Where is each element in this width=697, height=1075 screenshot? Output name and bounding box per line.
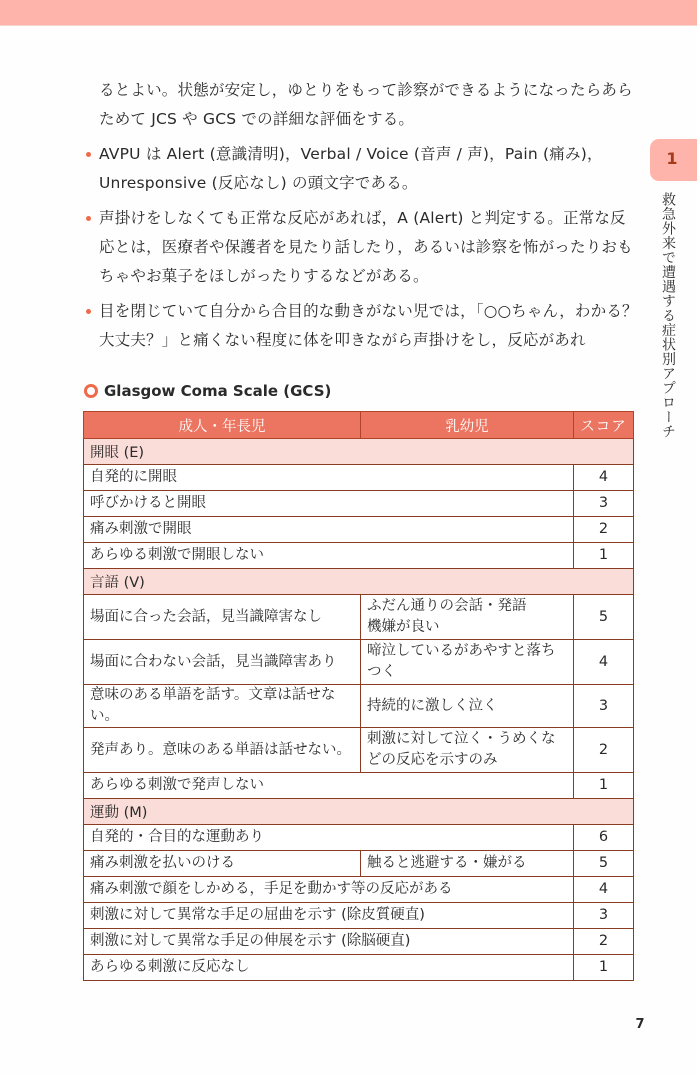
adult-criterion: 痛み刺激で顔をしかめる，手足を動かす等の反応がある bbox=[84, 877, 574, 903]
section-row bbox=[84, 439, 634, 465]
gcs-table-body bbox=[84, 439, 634, 981]
bullet-dot-icon bbox=[86, 152, 91, 157]
adult-criterion: 自発的に開眼 bbox=[84, 465, 574, 491]
score-value: 1 bbox=[574, 543, 634, 569]
adult-criterion: 自発的・合目的な運動あり bbox=[84, 825, 574, 851]
bullet-item bbox=[84, 140, 640, 198]
chapter-title-vertical: 救急外来で遭遇する症状別アプローチ bbox=[660, 192, 676, 439]
continuation-paragraph: るとよい。状態が安定し，ゆとりをもって診察ができるようになったらあらためて JCS や GCS での詳細な評価をする。 bbox=[99, 81, 633, 128]
adult-criterion: 刺激に対して異常な手足の伸展を示す (除脳硬直) bbox=[84, 929, 574, 955]
score-value: 1 bbox=[574, 955, 634, 981]
chapter-number: 1 bbox=[666, 149, 678, 168]
adult-criterion: あらゆる刺激で発声しない bbox=[84, 773, 574, 799]
adult-criterion: 呼びかけると開眼 bbox=[84, 491, 574, 517]
table-row bbox=[84, 595, 634, 640]
table-row bbox=[84, 929, 634, 955]
bullet-text: 目を閉じていて自分から合目的な動きがない児では，「○○ちゃん，わかる？大丈夫？」と痛くない程度に体を叩きながら声掛けをし，反応があれ bbox=[99, 302, 638, 349]
adult-criterion: 場面に合わない会話，見当識障害あり bbox=[84, 640, 361, 685]
section-row bbox=[84, 569, 634, 595]
infant-criterion: 触ると逃避する・嫌がる bbox=[361, 851, 574, 877]
score-value: 4 bbox=[574, 640, 634, 685]
table-row bbox=[84, 825, 634, 851]
table-row bbox=[84, 640, 634, 685]
adult-criterion: 発声あり。意味のある単語は話せない。 bbox=[84, 728, 361, 773]
score-value: 2 bbox=[574, 728, 634, 773]
ring-bullet-icon bbox=[84, 384, 98, 398]
table-header-row bbox=[84, 412, 634, 439]
page-number: 7 bbox=[635, 1017, 645, 1032]
body-text bbox=[84, 76, 640, 361]
table-row bbox=[84, 728, 634, 773]
bullet-item bbox=[84, 297, 640, 355]
header-infant: 乳幼児 bbox=[361, 412, 574, 439]
table-row bbox=[84, 685, 634, 728]
chapter-tab bbox=[650, 139, 697, 181]
score-value: 5 bbox=[574, 595, 634, 640]
bullet-text: 声掛けをしなくても正常な反応があれば，A (Alert) と判定する。正常な反応とは，医療者や保護者を見たり話したり，あるいは診察を怖がったりおもちゃやお菓子をほしがったりするなどがある。 bbox=[99, 209, 633, 285]
adult-criterion: 痛み刺激を払いのける bbox=[84, 851, 361, 877]
table-row bbox=[84, 465, 634, 491]
gcs-table bbox=[83, 411, 634, 981]
score-value: 3 bbox=[574, 685, 634, 728]
section-label: 運動 (M) bbox=[84, 799, 634, 825]
table-row bbox=[84, 877, 634, 903]
section-row bbox=[84, 799, 634, 825]
header-score: スコア bbox=[574, 412, 634, 439]
table-row bbox=[84, 543, 634, 569]
bullet-item bbox=[84, 204, 640, 291]
score-value: 1 bbox=[574, 773, 634, 799]
adult-criterion: 痛み刺激で開眼 bbox=[84, 517, 574, 543]
top-color-band bbox=[0, 0, 697, 26]
table-row bbox=[84, 903, 634, 929]
score-value: 3 bbox=[574, 903, 634, 929]
infant-criterion: 刺激に対して泣く・うめくなどの反応を示すのみ bbox=[361, 728, 574, 773]
bullet-text: AVPU は Alert (意識清明)，Verbal / Voice (音声 / 声)，Pain (痛み)，Unresponsive (反応なし) の頭文字である。 bbox=[99, 145, 603, 192]
table-row bbox=[84, 955, 634, 981]
adult-criterion: あらゆる刺激で開眼しない bbox=[84, 543, 574, 569]
section-title: Glasgow Coma Scale (GCS) bbox=[104, 382, 332, 400]
table-row bbox=[84, 491, 634, 517]
table-row bbox=[84, 773, 634, 799]
score-value: 6 bbox=[574, 825, 634, 851]
score-value: 3 bbox=[574, 491, 634, 517]
bullet-dot-icon bbox=[86, 309, 91, 314]
score-value: 4 bbox=[574, 877, 634, 903]
section-heading bbox=[84, 380, 331, 402]
infant-criterion: ふだん通りの会話・発語 機嫌が良い bbox=[361, 595, 574, 640]
infant-criterion: 啼泣しているがあやすと落ちつく bbox=[361, 640, 574, 685]
table-row bbox=[84, 851, 634, 877]
bullet-dot-icon bbox=[86, 216, 91, 221]
infant-criterion: 持続的に激しく泣く bbox=[361, 685, 574, 728]
adult-criterion: あらゆる刺激に反応なし bbox=[84, 955, 574, 981]
score-value: 5 bbox=[574, 851, 634, 877]
section-label: 開眼 (E) bbox=[84, 439, 634, 465]
section-label: 言語 (V) bbox=[84, 569, 634, 595]
adult-criterion: 刺激に対して異常な手足の屈曲を示す (除皮質硬直) bbox=[84, 903, 574, 929]
adult-criterion: 場面に合った会話，見当識障害なし bbox=[84, 595, 361, 640]
table-row bbox=[84, 517, 634, 543]
header-adult: 成人・年長児 bbox=[84, 412, 361, 439]
score-value: 2 bbox=[574, 517, 634, 543]
score-value: 4 bbox=[574, 465, 634, 491]
score-value: 2 bbox=[574, 929, 634, 955]
adult-criterion: 意味のある単語を話す。文章は話せない。 bbox=[84, 685, 361, 728]
